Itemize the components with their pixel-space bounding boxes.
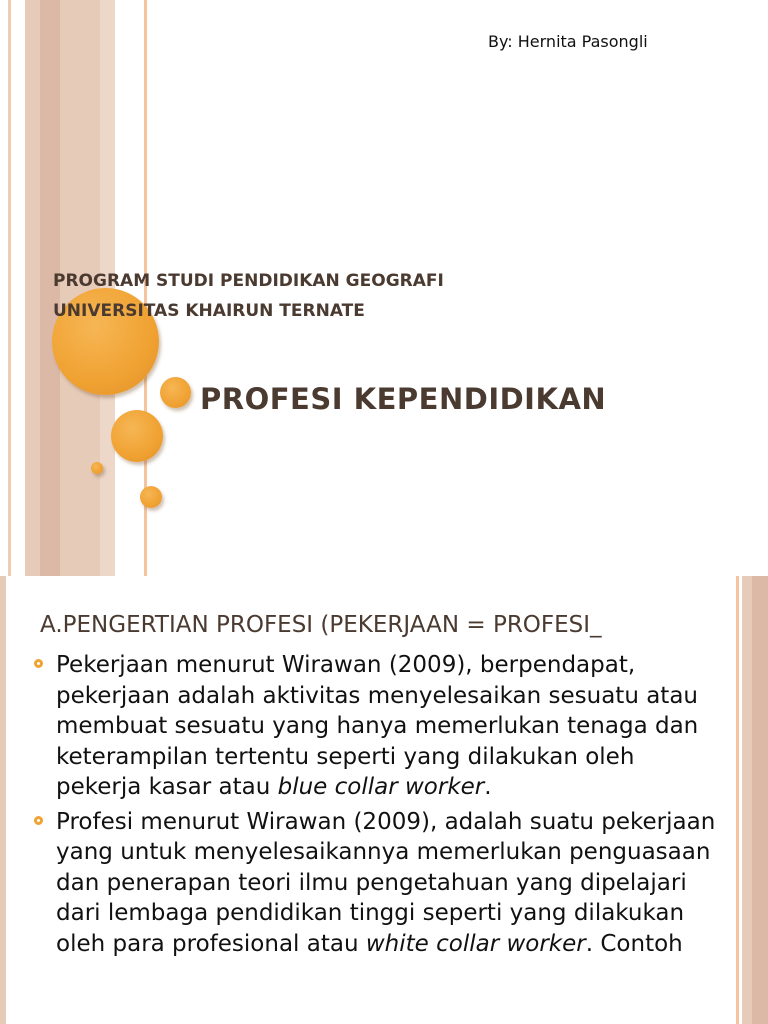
decorative-stripe: [0, 576, 6, 1024]
content-slide: [0, 576, 768, 1024]
decorative-stripe: [752, 576, 768, 1024]
bullet-text: Pekerjaan menurut Wirawan (2009), berpendapat, pekerjaan adalah aktivitas menyelesaikan sesuatu atau membuat sesuatu yang hanya memerlukan tenaga dan keterampilan tertentu seperti yang dilakukan oleh pekerja kasar atau: [56, 652, 699, 800]
bullet-list: [34, 650, 724, 963]
slide-title: PROFESI KEPENDIDIKAN: [200, 382, 607, 416]
section-heading: A.PENGERTIAN PROFESI (PEKERJAAN = PROFESI_: [40, 612, 602, 638]
slide-subtitle: [53, 266, 444, 326]
decorative-circle-tiny: [91, 462, 103, 474]
decorative-stripe: [8, 0, 11, 576]
author-credit: By: Hernita Pasongli: [488, 32, 648, 51]
decorative-circle-small: [160, 377, 191, 408]
bullet-item-profesi: [34, 807, 724, 960]
bullet-text: Profesi menurut Wirawan (2009), adalah suatu pekerjaan yang untuk menyelesaikannya memerlukan penguasaan dan penerapan teori ilmu pengetahuan yang dipelajari dari lembaga pendidikan tinggi seperti yang dilakukan oleh para profesional atau: [56, 808, 716, 957]
bullet-text-tail: .: [484, 774, 492, 800]
subtitle-university: UNIVERSITAS KHAIRUN TERNATE: [53, 301, 365, 321]
bullet-italic-term: white collar worker: [365, 930, 586, 957]
bullet-ring-icon: [34, 816, 43, 825]
decorative-stripe: [742, 576, 752, 1024]
decorative-stripe: [736, 576, 739, 1024]
bullet-ring-icon: [34, 659, 43, 668]
bullet-italic-term: blue collar worker: [277, 774, 485, 800]
decorative-circle-small: [140, 486, 162, 508]
bullet-item-pekerjaan: [34, 650, 724, 803]
subtitle-program: PROGRAM STUDI PENDIDIKAN GEOGRAFI: [53, 271, 444, 291]
decorative-circle-medium: [111, 410, 163, 462]
bullet-text-tail: . Contoh: [585, 930, 683, 957]
